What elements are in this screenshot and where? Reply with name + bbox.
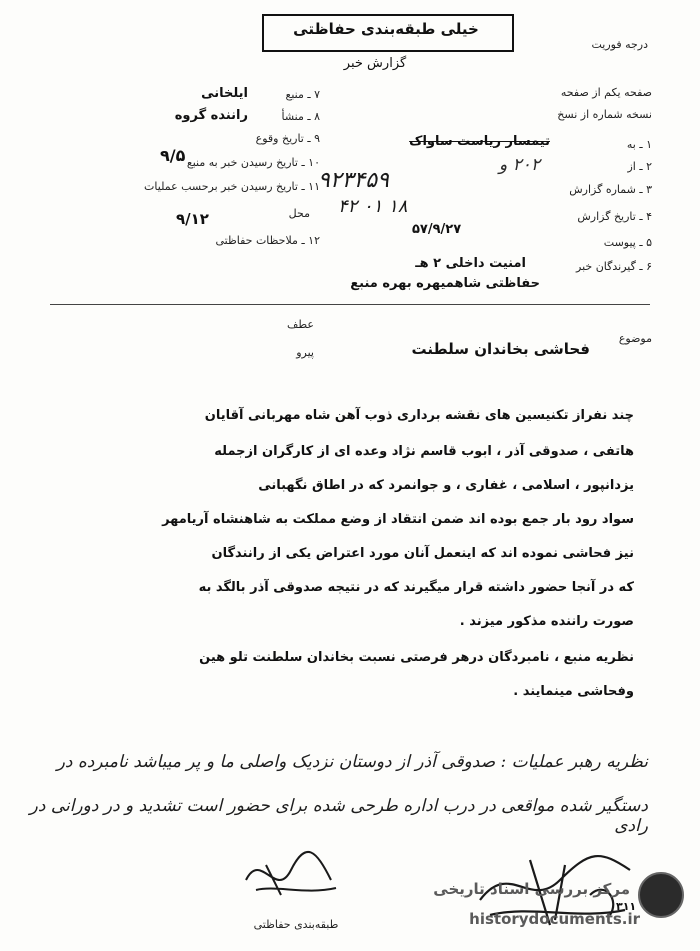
header-divider (50, 304, 650, 305)
field-label: از (627, 160, 636, 173)
body-line: سواد رود بار جمع بوده اند ضمن انتقاد از وضع مملکت به شاهنشاه آریامهر (162, 512, 634, 527)
page-of-label: صفحه یکم از صفحه (560, 86, 652, 99)
event-date-value: ۹/۵ (160, 146, 186, 165)
source-value: ایلخانی (201, 86, 248, 101)
body-line: یزدانپور ، اسلامی ، غفاری ، و جوانمرد که در اطاق نگهبانی (258, 478, 634, 493)
footer-classification: طبقه‌بندی حفاظتی (253, 918, 339, 931)
field-label: تاریخ گزارش (577, 210, 636, 223)
subject-label: موضوع (618, 332, 652, 345)
field-number: ۶ (646, 260, 652, 273)
from-value: ۲۰۲ و (498, 155, 540, 175)
field-label: تاریخ رسیدن خبر به منبع (186, 156, 298, 169)
to-value: تیمسار ریاست ساواک (409, 134, 550, 149)
handwritten-reference: ۴۲ ۰۱ ۱۸ (338, 196, 408, 217)
field-number: ۱۱ (308, 180, 320, 193)
field-number: ۵ (646, 236, 652, 249)
field-label: تاریخ وقوع (255, 132, 304, 145)
field-number: ۷ (314, 88, 320, 101)
priority-label: درجه فوریت (591, 38, 648, 51)
footer-number: ۳۱۱ (616, 900, 637, 913)
field-label: پیوست (603, 236, 636, 249)
archive-logo-icon (638, 872, 684, 918)
document-page: خیلی طبقه‌بندی حفاظتی گزارش خبر درجه فوریت صفحه یکم از صفحه نسخه شماره از نسخ ۱ ـ به ۲ ـ از ۳ ـ شماره گزارش ۴ ـ تاریخ گزارش ۵ ـ پیوست ۶ ـ گیرندگان خبر تیمسار ریاست ساواک ۲۰۲ و ۹۲۳۴۵۹ ۴۲ ۰۱ ۱۸ ۵۷/۹/۲۷ امنیت داخلی ۲ هـ حفاظتی شاهمیهره بهره منبع ۷ ـ منبع ۸ ـ منشأ ۹ ـ تاریخ وقوع ۱۰ ـ تاریخ رسیدن خبر به منبع ۱۱ ـ تاریخ رسیدن خبر برحسب عملیات محل ۱۲ ـ ملاحظات حفاظتی ایلخانی راننده گروه ۹/۵ ۹/۱۲ عطف پیرو موضوع فحاشی بخاندان سلطنت چند نفراز تکنیسین های نقشه برداری ذوب آهن شاه مهربانی آقایان هاتفی ، صدوقی آذر ، ابوب قاسم نژاد وعده ای از کارگران ازجمله یزدانپور ، اسلامی ، غفاری ، و جوانمرد که در اطاق نگهبانی سواد رود بار جمع بوده اند ضمن انتقاد از وضع مملکت به شاهنشاه آریامهر نیز فحاشی نموده اند که اینعمل آنان مورد اعتراض یکی از رانندگان که در آنجا حضور داشته قرار میگیرند که در نتیجه صدوقی آذر بالگد به صورت راننده مذکور میزند . نظریه منبع ، نامبردگان درهر فرصتی نسبت بخاندان سلطنت تلو هین وفحاشی مینمایند . نظریه رهبر عملیات : صدوقی آذر از دوستان نزدیک واصلی ما و پر میباشد نامبرده در دستگیر شده مواقعی در درب اداره طرحی شده برای حضور است تشدید و در دورانی در رادی طبقه‌بندی حفاظتی ۳۱۱ مرکز بررسی اسناد تاریخی historydocuments.ir (0, 0, 700, 951)
origin-value: راننده گروه (174, 108, 248, 123)
atf-label: عطف (287, 318, 314, 331)
field-label: به (626, 138, 636, 151)
body-line: چند نفراز تکنیسین های نقشه برداری ذوب آهن شاه مهربانی آقایان (204, 408, 634, 423)
signature-left (236, 840, 346, 910)
copy-number-label: نسخه شماره از نسخ (557, 108, 652, 121)
body-line: که در آنجا حضور داشته قرار میگیرند که در نتیجه صدوقی آذر بالگد به (198, 580, 634, 595)
handwritten-line: نظریه رهبر عملیات : صدوقی آذر از دوستان نزدیک واصلی ما و پر میباشد نامبرده در (56, 752, 648, 772)
field-number: ۸ (314, 110, 320, 123)
recipients-value: امنیت داخلی ۲ هـ (415, 256, 526, 271)
field-number: ۳ (646, 183, 652, 196)
handwritten-line: دستگیر شده مواقعی در درب اداره طرحی شده برای حضور است تشدید و در دورانی در رادی (29, 796, 648, 836)
watermark-title: مرکز بررسی اسناد تاریخی (433, 880, 630, 898)
field-number: ۲ (646, 160, 652, 173)
body-line: هاتفی ، صدوقی آذر ، ابوب قاسم نژاد وعده ای از کارگران ازجمله (214, 444, 634, 459)
report-date-value: ۵۷/۹/۲۷ (412, 222, 462, 237)
field-number: ۱ (646, 138, 652, 151)
recipient-line: حفاظتی شاهمیهره بهره منبع (350, 276, 540, 291)
field-label: ملاحظات حفاظتی (215, 234, 298, 247)
field-number: ۱۲ (308, 234, 320, 247)
location-value: ۹/۱۲ (176, 210, 209, 228)
body-line: نظریه منبع ، نامبردگان درهر فرصتی نسبت بخاندان سلطنت تلو هین (199, 650, 634, 665)
subject-value: فحاشی بخاندان سلطنت (411, 340, 590, 358)
report-number-value: ۹۲۳۴۵۹ (318, 168, 389, 193)
body-line: وفحاشی مینمایند . (513, 684, 634, 699)
body-line: نیز فحاشی نموده اند که اینعمل آنان مورد اعتراض یکی از رانندگان (211, 546, 634, 561)
classification-stamp-text: خیلی طبقه‌بندی حفاظتی (293, 20, 479, 38)
field-label: تاریخ رسیدن خبر برحسب عملیات (144, 180, 298, 193)
field-label: منبع (285, 88, 304, 101)
field-number: ۹ (314, 132, 320, 145)
watermark-url: historydocuments.ir (469, 910, 640, 928)
report-title: گزارش خبر (343, 56, 407, 71)
field-label: شماره گزارش (569, 183, 636, 196)
body-line: صورت راننده مذکور میزند . (459, 614, 634, 629)
field-label: محل (288, 207, 310, 220)
field-number: ۱۰ (308, 156, 320, 169)
field-number: ۴ (646, 210, 652, 223)
field-label: گیرندگان خبر (576, 260, 636, 273)
pirow-label: پیرو (296, 346, 314, 359)
field-label: منشأ (281, 110, 304, 123)
